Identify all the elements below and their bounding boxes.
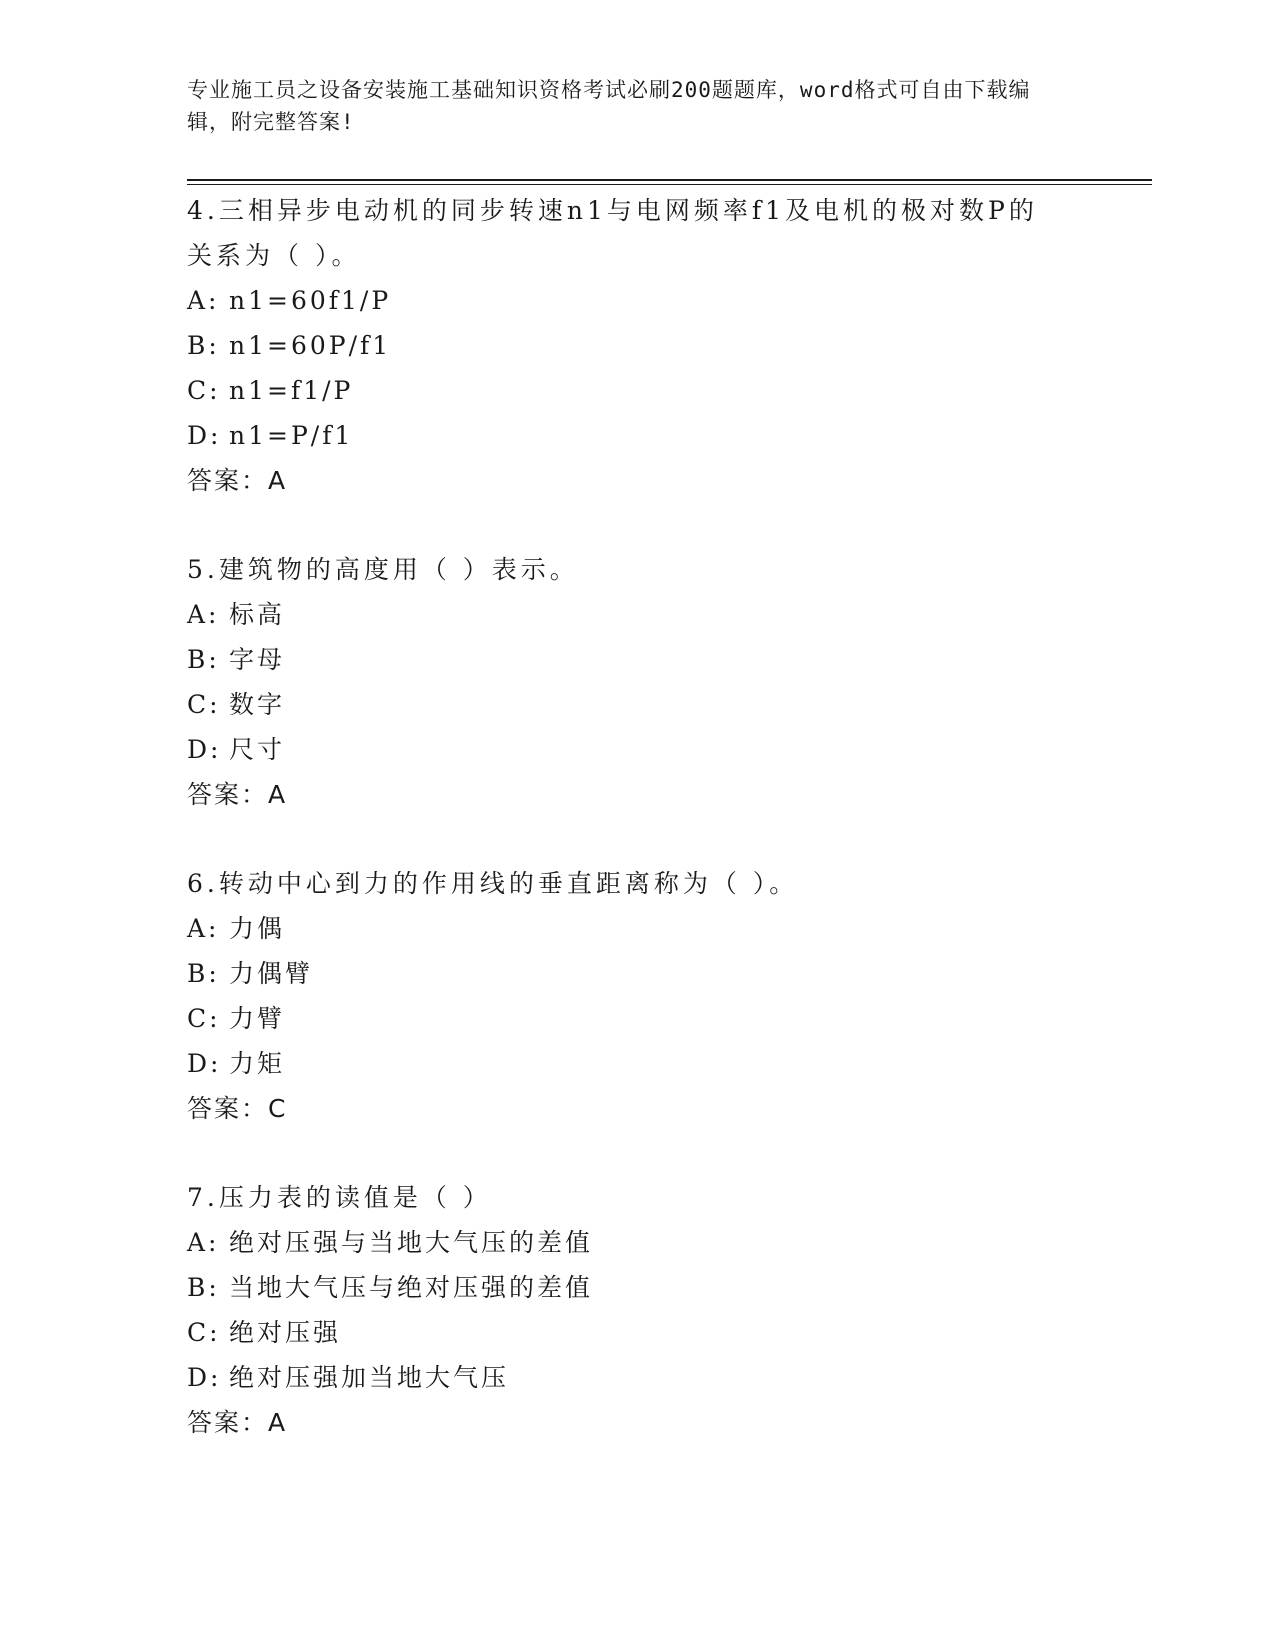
option-text: 字母 xyxy=(229,645,286,674)
question-stem: 5.建筑物的高度用（ ）表示。 xyxy=(187,555,579,584)
option-b xyxy=(187,637,1087,682)
option-a xyxy=(187,1220,1087,1265)
question-list xyxy=(187,188,1087,1445)
option-text: n1=P/f1 xyxy=(229,421,354,450)
option-key: C: xyxy=(187,690,221,719)
option-c xyxy=(187,368,1087,413)
question-4 xyxy=(187,188,1087,503)
answer-line: 答案：A xyxy=(187,1408,288,1437)
question-6 xyxy=(187,861,1087,1131)
option-text: n1=60f1/P xyxy=(229,286,392,315)
header-divider-thick xyxy=(187,179,1152,181)
document-header-title: 专业施工员之设备安装施工基础知识资格考试必刷200题题库，word格式可自由下载编辑，附完整答案! xyxy=(187,78,1031,134)
answer-line: 答案：C xyxy=(187,1094,288,1123)
option-text: 绝对压强 xyxy=(229,1318,342,1347)
option-a xyxy=(187,592,1087,637)
option-key: A: xyxy=(187,1228,220,1257)
option-a xyxy=(187,278,1087,323)
option-key: A: xyxy=(187,600,220,629)
option-key: B: xyxy=(187,959,220,988)
option-key: C: xyxy=(187,376,221,405)
option-d xyxy=(187,1355,1087,1400)
option-key: B: xyxy=(187,645,220,674)
option-text: n1=60P/f1 xyxy=(229,331,392,360)
option-key: B: xyxy=(187,1273,220,1302)
option-key: D: xyxy=(187,735,222,764)
option-b xyxy=(187,951,1087,996)
option-text: 数字 xyxy=(229,690,286,719)
option-b xyxy=(187,1265,1087,1310)
option-key: C: xyxy=(187,1004,221,1033)
question-spacer xyxy=(187,1131,1087,1175)
option-text: 标高 xyxy=(229,600,286,629)
option-key: A: xyxy=(187,914,220,943)
option-key: D: xyxy=(187,1049,222,1078)
option-d xyxy=(187,413,1087,458)
option-text: 力偶 xyxy=(229,914,286,943)
option-text: 力矩 xyxy=(229,1049,286,1078)
option-text: 当地大气压与绝对压强的差值 xyxy=(229,1273,594,1302)
option-text: n1=f1/P xyxy=(229,376,354,405)
option-text: 绝对压强与当地大气压的差值 xyxy=(229,1228,594,1257)
option-key: D: xyxy=(187,1363,222,1392)
option-d xyxy=(187,727,1087,772)
header-divider-thin xyxy=(187,184,1152,185)
option-key: D: xyxy=(187,421,222,450)
option-key: C: xyxy=(187,1318,221,1347)
question-stem: 4.三相异步电动机的同步转速n1与电网频率f1及电机的极对数P的关系为（ ）。 xyxy=(187,196,1038,270)
option-c xyxy=(187,996,1087,1041)
question-stem: 6.转动中心到力的作用线的垂直距离称为（ ）。 xyxy=(187,869,799,898)
question-7 xyxy=(187,1175,1087,1445)
option-c xyxy=(187,682,1087,727)
answer-line: 答案：A xyxy=(187,466,288,495)
option-c xyxy=(187,1310,1087,1355)
question-spacer xyxy=(187,503,1087,547)
question-stem: 7.压力表的读值是（ ） xyxy=(187,1183,492,1212)
question-5 xyxy=(187,547,1087,817)
option-text: 力臂 xyxy=(229,1004,286,1033)
option-key: A: xyxy=(187,286,220,315)
option-key: B: xyxy=(187,331,220,360)
answer-line: 答案：A xyxy=(187,780,288,809)
question-spacer xyxy=(187,817,1087,861)
option-text: 绝对压强加当地大气压 xyxy=(229,1363,510,1392)
option-a xyxy=(187,906,1087,951)
option-text: 力偶臂 xyxy=(229,959,314,988)
option-d xyxy=(187,1041,1087,1086)
option-text: 尺寸 xyxy=(229,735,286,764)
option-b xyxy=(187,323,1087,368)
